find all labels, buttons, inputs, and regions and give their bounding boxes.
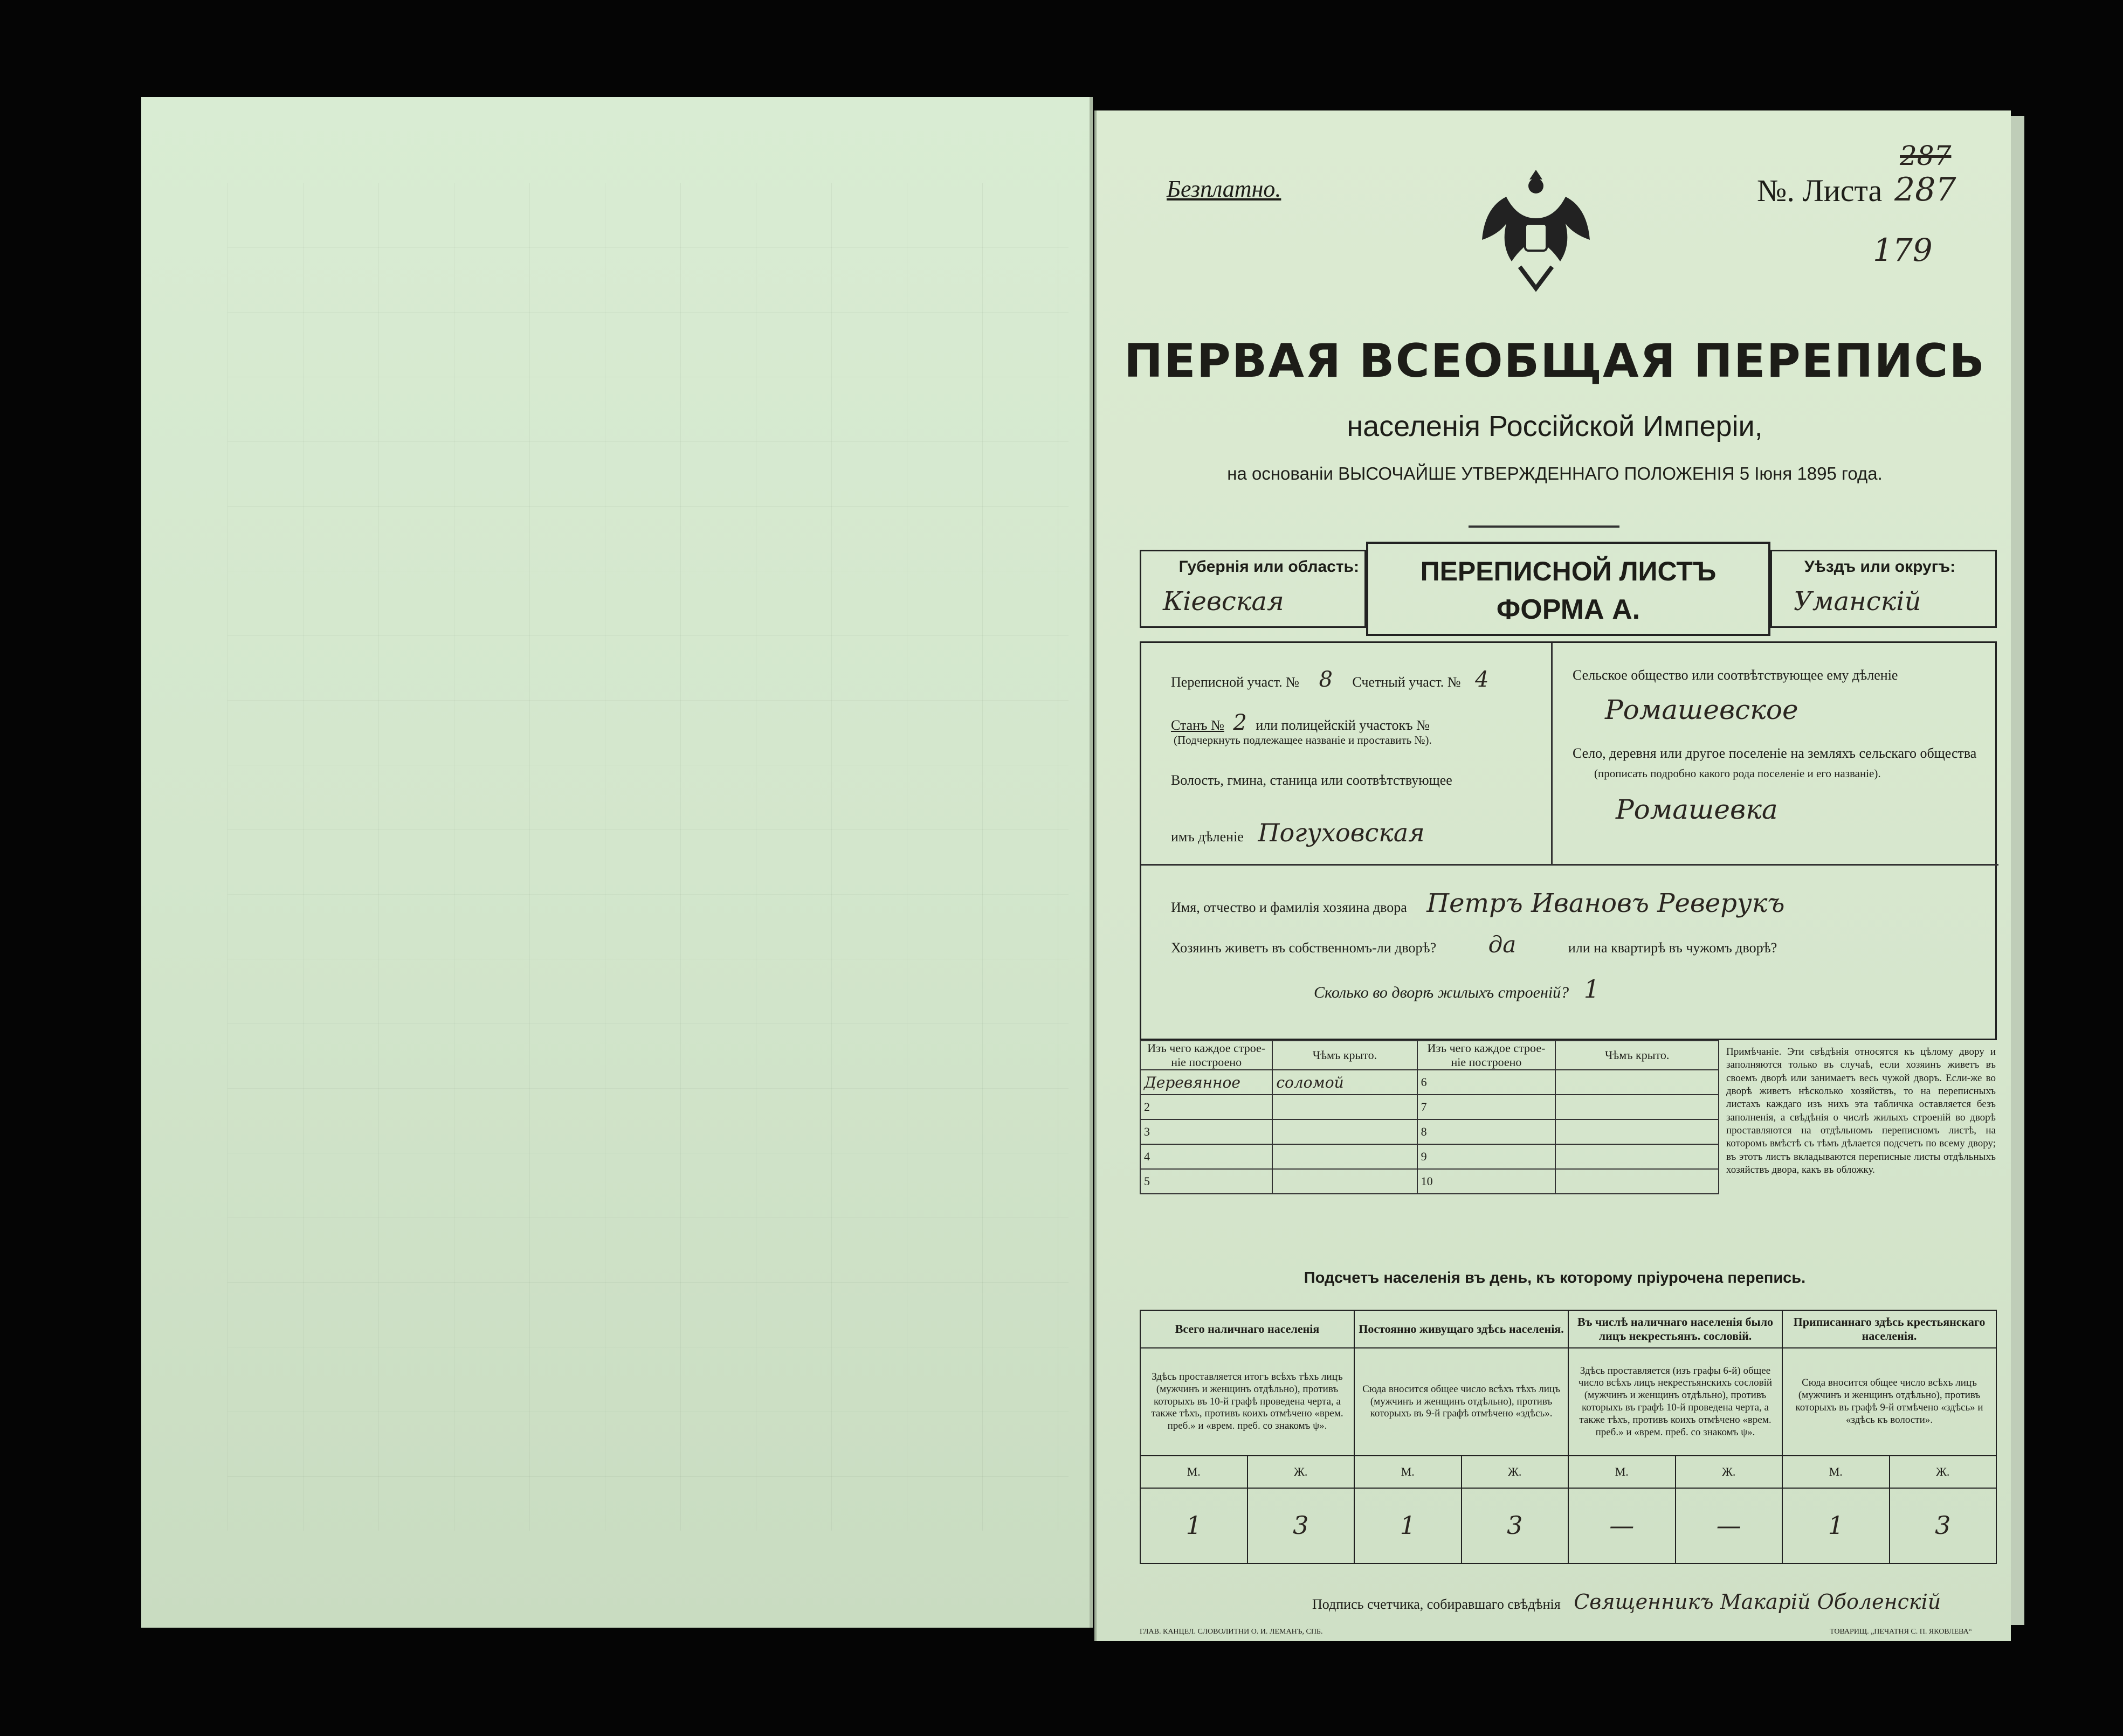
form-sub: ФОРМА А. (1496, 594, 1640, 625)
pop-value-f-3: — (1676, 1488, 1783, 1564)
pop-head-4: Приписаннаго здѣсь крестьянскаго населенія. (1782, 1310, 1996, 1348)
uezd-label: Уѣздъ или округъ: (1804, 558, 1956, 576)
row9-number: 9 (1417, 1144, 1556, 1169)
signature-value: Священникъ Макарій Оболенскій (1574, 1590, 1941, 1614)
sheet-number-crossed: 287 (1900, 140, 1952, 171)
pop-value-m-2: 1 (1354, 1488, 1462, 1564)
gubernia-box (1140, 550, 1366, 628)
f-label-2: Ж. (1462, 1456, 1569, 1488)
pop-value-m-1: 1 (1140, 1488, 1247, 1564)
table-row (1140, 1095, 1719, 1119)
table-row (1140, 1119, 1719, 1144)
count-section-value: 4 (1475, 667, 1489, 692)
pop-value-f-4: 3 (1890, 1488, 1997, 1564)
volost-value: Погуховская (1258, 818, 1425, 847)
census-section-label: Переписной участ. № (1171, 674, 1299, 690)
row1-material: Деревянное (1140, 1070, 1272, 1095)
main-title: ПЕРВАЯ ВСЕОБЩАЯ ПЕРЕПИСЬ (1124, 334, 1986, 388)
row3-number: 3 (1140, 1119, 1272, 1144)
row4-number: 4 (1140, 1144, 1272, 1169)
f-label-4: Ж. (1890, 1456, 1997, 1488)
buildings-value: 1 (1583, 974, 1600, 1004)
row5-roof (1272, 1169, 1417, 1194)
sheet-number-extra: 179 (1873, 232, 1933, 268)
pop-head-2: Постоянно живущаго здѣсь населенія. (1354, 1310, 1568, 1348)
horizontal-divider (1141, 864, 1998, 866)
owner-field (1171, 888, 1784, 918)
gubernia-label: Губернія или область: (1178, 558, 1359, 576)
pop-desc-4: Сюда вносится общее число всѣхъ лицъ (мужчинъ и женщинъ отдѣльно), противъ которыхъ въ графѣ 9-й отмѣчено «здѣсь» и «здѣсь къ волости». (1782, 1348, 1996, 1456)
col-material: Изъ чего каждое строе-ніе построено (1140, 1041, 1272, 1070)
row8-roof (1555, 1119, 1719, 1144)
count-section-label: Счетный участ. № (1352, 674, 1461, 690)
subtitle: населенія Россійской Имперіи, (1347, 410, 1763, 442)
village-value: Ромашевка (1616, 794, 1778, 825)
buildings-label: Сколько во дворѣ жилыхъ строеній? (1314, 984, 1569, 1001)
col-roof-2: Чѣмъ крыто. (1555, 1041, 1719, 1070)
left-page-blank (141, 97, 1093, 1628)
pop-value-m-3: — (1568, 1488, 1676, 1564)
buildings-table (1140, 1040, 1719, 1194)
row4-roof (1272, 1144, 1417, 1169)
basis-line: на основаніи ВЫСОЧАЙШЕ УТВЕРЖДЕННАГО ПОЛОЖЕНІЯ 5 Іюня 1895 года. (1227, 464, 1883, 483)
volost-label: Волость, гмина, станица или соотвѣтствующее (1171, 772, 1452, 788)
stan-field (1171, 710, 1430, 735)
uezd-box (1770, 550, 1997, 628)
stan-note: (Подчеркнуть подлежащее названіе и проставить №). (1174, 734, 1432, 746)
row10-roof (1555, 1169, 1719, 1194)
society-label: Сельское общество или соотвѣтствующее ему дѣленіе (1573, 667, 1898, 683)
uezd-value: Уманскій (1794, 586, 1921, 617)
divider (1469, 525, 1619, 528)
signature-field (1312, 1590, 1941, 1614)
m-label-1: М. (1140, 1456, 1247, 1488)
stan-value: 2 (1233, 710, 1247, 735)
pop-value-m-4: 1 (1782, 1488, 1890, 1564)
pop-desc-2: Сюда вносится общее число всѣхъ тѣхъ лицъ (мужчинъ и женщинъ отдѣльно), противъ которыхъ въ 9-й графѣ отмѣчено «здѣсь». (1354, 1348, 1568, 1456)
buildings-field (1314, 974, 1600, 1004)
pop-value-f-2: 3 (1462, 1488, 1569, 1564)
sheet-number-label: №. Листа (1757, 173, 1883, 208)
row10-number: 10 (1417, 1169, 1556, 1194)
census-section-field (1171, 667, 1500, 692)
imperial-eagle-emblem-icon (1474, 164, 1598, 299)
row7-number: 7 (1417, 1095, 1556, 1119)
stan-label: Станъ № (1171, 717, 1224, 733)
row2-number: 2 (1140, 1095, 1272, 1119)
owner-value: Петръ Ивановъ Реверукъ (1426, 888, 1785, 918)
f-label-3: Ж. (1676, 1456, 1783, 1488)
col-material-2: Изъ чего каждое строе-ніе построено (1417, 1041, 1556, 1070)
m-label-3: М. (1568, 1456, 1676, 1488)
m-label-4: М. (1782, 1456, 1890, 1488)
village-note: (прописать подробно какого рода поселеніе и его названіе). (1594, 767, 1881, 780)
row6-roof (1555, 1070, 1719, 1095)
table-row (1140, 1169, 1719, 1194)
pop-desc-1: Здѣсь проставляется итогъ всѣхъ тѣхъ лицъ (мужчинъ и женщинъ отдѣльно), противъ которыхъ въ 10-й графѣ проведена черта, а также тѣхъ, противъ коихъ отмѣчено «врем. преб.» и «врем. преб. со знакомъ ψ». (1140, 1348, 1354, 1456)
row8-number: 8 (1417, 1119, 1556, 1144)
volost-field (1171, 818, 1425, 847)
population-table (1140, 1310, 1997, 1564)
printer-imprint-right: ТОВАРИЩ. „ПЕЧАТНЯ С. П. ЯКОВЛЕВА“ (1830, 1628, 1972, 1636)
pop-head-1: Всего наличнаго населенія (1140, 1310, 1354, 1348)
lives-value: да (1488, 931, 1517, 958)
form-title-box (1366, 542, 1770, 636)
row9-roof (1555, 1144, 1719, 1169)
stan-rest: или полицейскій участокъ № (1256, 717, 1430, 733)
printer-imprint-left: ГЛАВ. КАНЦЕЛ. СЛОВОЛИТНИ О. И. ЛЕМАНЪ, СПБ. (1140, 1628, 1323, 1636)
bleed-through-grid (228, 183, 1069, 1531)
table-row (1140, 1144, 1719, 1169)
gubernia-value: Кіевская (1163, 586, 1284, 617)
row6-number: 6 (1417, 1070, 1556, 1095)
census-section-value: 8 (1319, 667, 1333, 692)
m-label-2: М. (1354, 1456, 1462, 1488)
row3-roof (1272, 1119, 1417, 1144)
f-label-1: Ж. (1247, 1456, 1355, 1488)
row2-roof (1272, 1095, 1417, 1119)
lives-rest: или на квартирѣ въ чужомъ дворѣ? (1568, 940, 1777, 956)
row5-number: 5 (1140, 1169, 1272, 1194)
fields-block (1140, 641, 1997, 1040)
population-title: Подсчетъ населенія въ день, къ которому пріурочена перепись. (1304, 1269, 1806, 1287)
row7-roof (1555, 1095, 1719, 1119)
vertical-divider (1551, 643, 1553, 864)
sheet-number-value: 287 (1894, 171, 1956, 209)
note-text: Примѣчаніе. Эти свѣдѣнія относятся къ цѣлому двору и заполняются только въ случаѣ, если хозяинъ живетъ въ своемъ дворѣ или занимаетъ весь чужой дворъ. Если-же во дворѣ живетъ нѣсколько хозяйствъ, то на переписныхъ листахъ каждаго изъ нихъ эта табличка оставляется безъ заполненія, а свѣдѣнія о числѣ жилыхъ строеній во дворѣ проставляются на отдѣльномъ переписномъ листѣ, на которомъ вмѣстѣ съ тѣмъ дѣлается подсчетъ по всему двору; въ этотъ листъ вкладываются переписные листы отдѣльныхъ хозяйствъ двора, какъ въ обложку. (1726, 1046, 1996, 1175)
free-label: Безплатно. (1167, 176, 1281, 202)
pop-value-f-1: 3 (1247, 1488, 1355, 1564)
pop-desc-3: Здѣсь проставляется (изъ графы 6-й) общее число всѣхъ лицъ некрестьянскихъ сословій (мужчинъ и женщинъ отдѣльно), противъ которыхъ въ графѣ 10-й проведена черта, а также тѣхъ, противъ коихъ отмѣчено «врем. преб.» и «врем. преб. со знакомъ ψ». (1568, 1348, 1782, 1456)
form-title: ПЕРЕПИСНОЙ ЛИСТЪ (1420, 556, 1717, 586)
lives-field (1171, 931, 1777, 958)
census-form-page (1094, 110, 2011, 1641)
col-roof: Чѣмъ крыто. (1272, 1041, 1417, 1070)
row1-roof: соломой (1272, 1070, 1417, 1095)
volost-label-2: имъ дѣленіе (1171, 829, 1244, 845)
pop-head-3: Въ числѣ наличнаго населенія было лицъ некрестьянъ. сословій. (1568, 1310, 1782, 1348)
owner-label: Имя, отчество и фамилія хозяина двора (1171, 900, 1407, 915)
lives-label: Хозяинъ живетъ въ собственномъ-ли дворѣ? (1171, 940, 1437, 956)
society-value: Ромашевское (1605, 694, 1798, 725)
table-row (1140, 1070, 1719, 1095)
village-label: Село, деревня или другое поселеніе на земляхъ сельскаго общества (1573, 745, 1977, 761)
signature-label: Подпись счетчика, собиравшаго свѣдѣнія (1312, 1596, 1561, 1612)
